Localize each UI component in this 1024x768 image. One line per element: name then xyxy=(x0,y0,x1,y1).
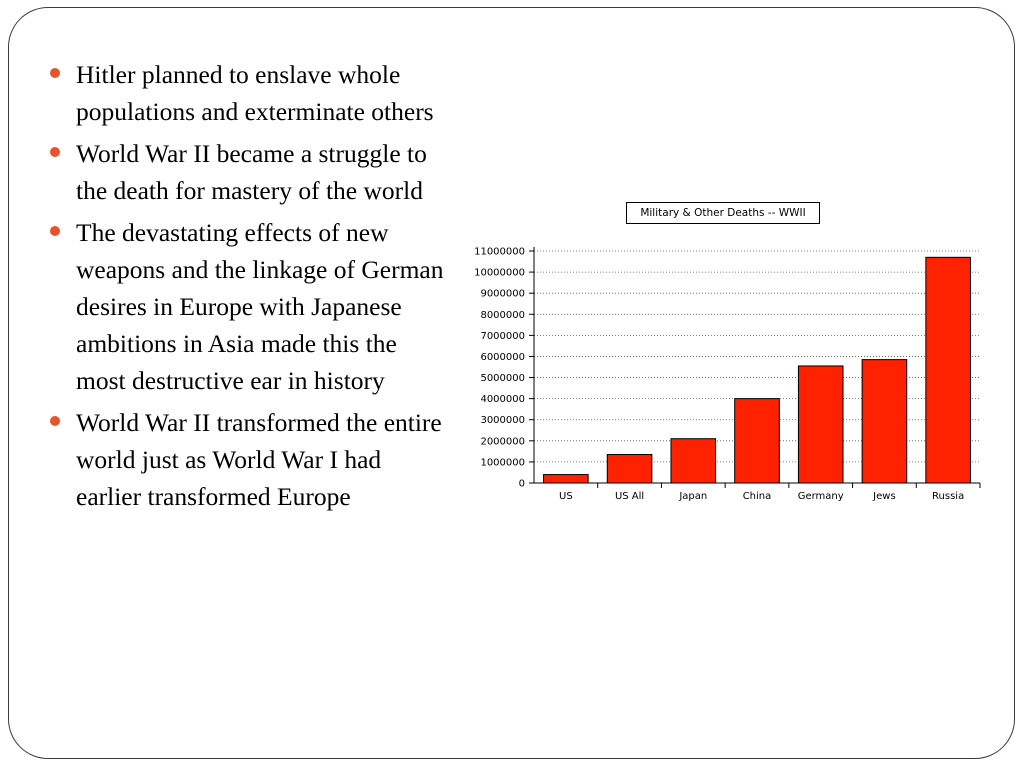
bullet-dot-icon xyxy=(50,416,60,426)
y-tick-label: 6000000 xyxy=(480,351,525,363)
bar-us xyxy=(544,475,589,483)
bullet-item xyxy=(50,135,450,209)
bullet-list xyxy=(50,56,450,520)
y-tick-label: 4000000 xyxy=(480,394,525,406)
bar-russia xyxy=(926,257,971,483)
x-tick-label: Russia xyxy=(932,491,965,502)
bullet-item xyxy=(50,214,450,399)
x-tick-label: China xyxy=(742,491,772,502)
bullet-text: The devastating effects of new weapons and the linkage of German desires in Europe with Japanese ambitions in Asia made this the most destructive ear in history xyxy=(76,218,444,395)
y-tick-label: 3000000 xyxy=(480,415,525,427)
deaths-bar-chart xyxy=(450,190,990,520)
y-tick-label: 1000000 xyxy=(480,457,525,469)
y-tick-label: 8000000 xyxy=(480,309,525,321)
bullet-dot-icon xyxy=(50,226,60,236)
bullet-text: Hitler planned to enslave whole populations and exterminate others xyxy=(76,60,434,126)
chart-canvas xyxy=(450,190,990,520)
bar-us-all xyxy=(607,455,652,483)
bullet-text: World War II became a struggle to the death for mastery of the world xyxy=(76,139,427,205)
x-tick-label: US xyxy=(559,491,573,502)
bar-jews xyxy=(862,360,907,483)
y-tick-label: 0 xyxy=(518,478,525,490)
y-tick-label: 11000000 xyxy=(474,246,525,258)
bullet-dot-icon xyxy=(50,68,60,78)
bullet-item xyxy=(50,404,450,515)
x-tick-label: Japan xyxy=(679,491,708,502)
x-tick-label: US All xyxy=(614,491,645,502)
y-tick-label: 10000000 xyxy=(474,267,525,279)
y-tick-label: 7000000 xyxy=(480,330,525,342)
bar-germany xyxy=(798,366,843,483)
bullet-dot-icon xyxy=(50,147,60,157)
bar-china xyxy=(735,399,780,483)
y-tick-label: 9000000 xyxy=(480,288,525,300)
x-tick-label: Jews xyxy=(873,491,896,502)
bar-japan xyxy=(671,439,716,483)
bullet-item xyxy=(50,56,450,130)
x-tick-label: Germany xyxy=(797,491,844,502)
y-tick-label: 2000000 xyxy=(480,436,525,448)
bullet-text: World War II transformed the entire world just as World War I had earlier transformed Europe xyxy=(76,408,442,511)
y-tick-label: 5000000 xyxy=(480,373,525,385)
chart-title: Military & Other Deaths -- WWII xyxy=(626,202,820,224)
